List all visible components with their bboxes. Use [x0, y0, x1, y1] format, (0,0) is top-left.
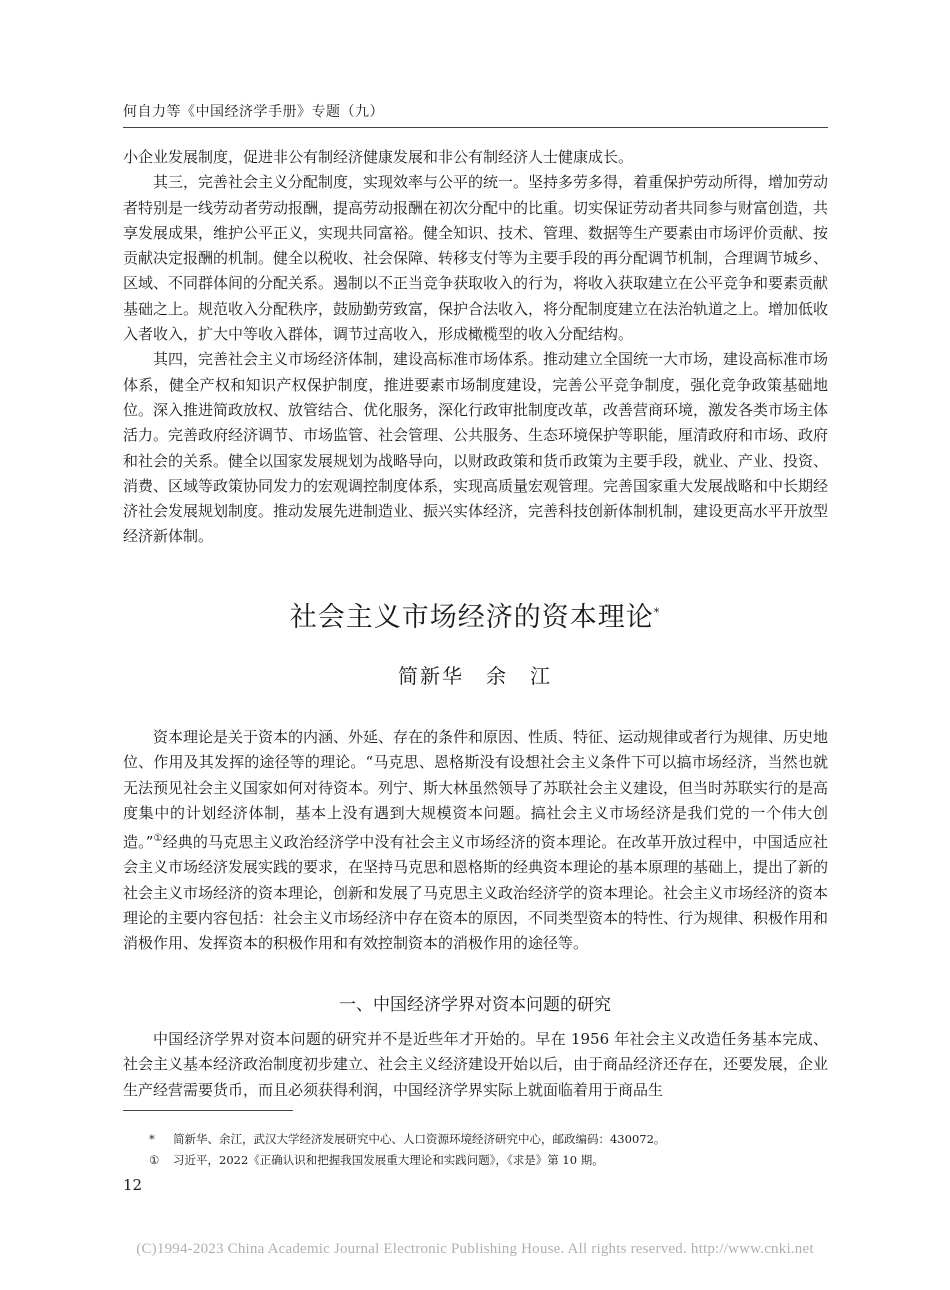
intro-text-b: 经典的马克思主义政治经济学中没有社会主义市场经济的资本理论。在改革开放过程中，中国适应社会主义市场经济发展实践的要求，在坚持马克思和恩格斯的经典资本理论的基本原理的基础上，提出了新的社会主义市场经济的资本理论，创新和发展了马克思主义政治经济学的资本理论。社会主义市场经济的资本理论的主要内容包括：社会主义市场经济中存在资本的原因，不同类型资本的特性、行为规律、积极作用和消极作用、发挥资本的积极作用和有效控制资本的消极作用的途径等。	[123, 833, 829, 953]
footnote-mark: *	[149, 1132, 155, 1146]
paragraph-continued: 小企业发展制度，促进非公有制经济健康发展和非公有制经济人士健康成长。	[123, 148, 634, 166]
footnote-ref-1: ①	[153, 833, 163, 845]
title-footnote-mark: *	[653, 606, 661, 619]
top-section	[123, 145, 828, 550]
footnote-author	[149, 1131, 665, 1147]
header-rule	[123, 127, 828, 128]
paragraph-distribution: 其三，完善社会主义分配制度，实现效率与公平的统一。坚持多劳多得，着重保护劳动所得，增加劳动者特别是一线劳动者劳动报酬，提高劳动报酬在初次分配中的比重。切实保证劳动者共同参与财富创造，共享发展成果，维护公平正义，实现共同富裕。健全知识、技术、管理、数据等生产要素由市场评价贡献、按贡献决定报酬的机制。健全以税收、社会保障、转移支付等为主要手段的再分配调节机制，合理调节城乡、区域、不同群体间的分配关系。遏制以不正当竞争获取收入的行为，将收入获取建立在公平竞争和要素贡献基础之上。规范收入分配秩序，鼓励勤劳致富，保护合法收入，将分配制度建立在法治轨道之上。增加低收入者收入，扩大中等收入群体，调节过高收入，形成橄榄型的收入分配结构。	[123, 173, 829, 344]
footnote-text: 习近平，2022《正确认识和把握我国发展重大理论和实践问题》，《求是》第 10 期。	[173, 1153, 604, 1167]
intro-text-a: 资本理论是关于资本的内涵、外延、存在的条件和原因、性质、特征、运动规律或者行为规律、历史地位、作用及其发挥的途径等的理论。“马克思、恩格斯没有设想社会主义条件下可以搞市场经济，当然也就无法预见社会主义国家如何对待资本。列宁、斯大林虽然领导了苏联社会主义建设，但当时苏联实行的是高度集中的计划经济体制，基本上没有遇到大规模资本问题。搞社会主义市场经济是我们党的一个伟大创造。”	[123, 728, 829, 852]
section1-paragraph: 中国经济学界对资本问题的研究并不是近些年才开始的。早在 1956 年社会主义改造任务基本完成、社会主义基本经济政治制度初步建立、社会主义经济建设开始以后，由于商品经济还存在，还要发展，企业生产经营需要货币，而且必须获得利润，中国经济学界实际上就面临着用于商品生	[123, 1030, 829, 1099]
section-heading-1: 一、中国经济学界对资本问题的研究	[339, 995, 611, 1015]
cnki-watermark: (C)1994-2023 China Academic Journal Electronic Publishing House. All rights reserved. http://www.cnki.net	[136, 1241, 814, 1257]
footnote-text: 简新华、余江，武汉大学经济发展研究中心、人口资源环境经济研究中心，邮政编码：430072。	[173, 1132, 666, 1146]
footnote-rule	[123, 1110, 293, 1111]
footnote-mark: ①	[149, 1153, 160, 1167]
intro-paragraph	[123, 725, 828, 957]
page-number: 12	[123, 1176, 143, 1194]
paragraph-market-system: 其四，完善社会主义市场经济体制，建设高标准市场体系。推动建立全国统一大市场，建设高标准市场体系，健全产权和知识产权保护制度，推进要素市场制度建设，完善公平竞争制度，强化竞争政策基础地位。深入推进简政放权、放管结合、优化服务，深化行政审批制度改革，改善营商环境，激发各类市场主体活力。完善政府经济调节、市场监管、社会管理、公共服务、生态环境保护等职能，厘清政府和市场、政府和社会的关系。健全以国家发展规划为战略导向，以财政政策和货币政策为主要手段，就业、产业、投资、消费、区域等政策协同发力的宏观调控制度体系，实现高质量宏观管理。完善国家重大发展战略和中长期经济社会发展规划制度。推动发展先进制造业、振兴实体经济，完善科技创新体制机制，建设更高水平开放型经济新体制。	[123, 350, 829, 546]
article-intro	[123, 725, 828, 957]
article-title-text: 社会主义市场经济的资本理论	[289, 602, 654, 633]
running-header: 何自力等《中国经济学手册》专题（九）	[123, 104, 384, 120]
article-authors: 简新华 余 江	[398, 664, 552, 688]
footnote-1	[149, 1152, 604, 1168]
section1-body	[123, 1027, 828, 1103]
article-title	[0, 595, 950, 634]
